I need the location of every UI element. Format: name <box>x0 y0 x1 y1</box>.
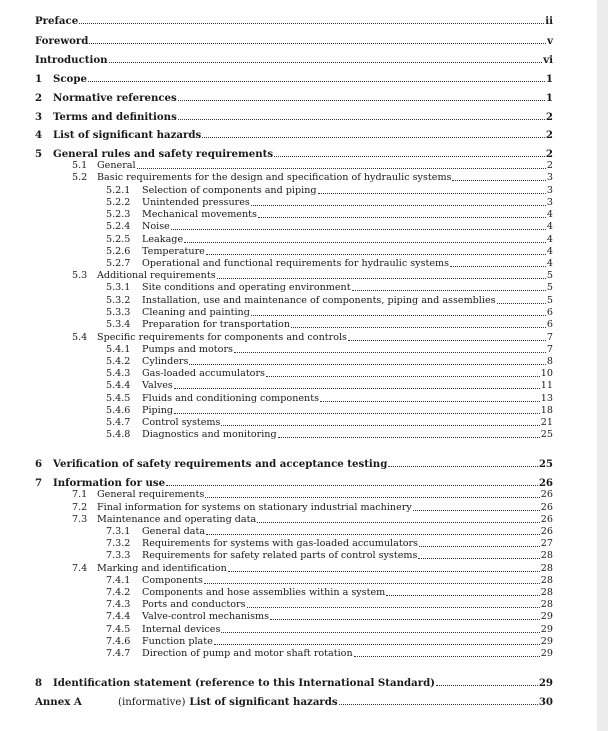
toc-entry[interactable] <box>35 129 553 141</box>
toc-leader-dots <box>386 594 540 596</box>
toc-entry-number: 5.4.7 <box>106 417 131 428</box>
toc-entry-page-number: 6 <box>546 319 553 330</box>
toc-entry-page-number: 29 <box>540 624 553 635</box>
toc-leader-dots <box>418 557 539 559</box>
toc-entry[interactable] <box>106 380 553 392</box>
toc-entry-title: Information for use <box>53 477 166 489</box>
toc-entry-page-number: 4 <box>546 209 553 220</box>
toc-entry-page-number: 21 <box>540 417 553 428</box>
toc-entry-number: 6 <box>35 458 43 470</box>
toc-entry-title: Cylinders <box>142 356 189 367</box>
toc-entry-page-number: 2 <box>546 160 553 171</box>
toc-entry[interactable] <box>106 258 553 270</box>
toc-leader-dots <box>419 545 540 547</box>
toc-entry-title: Cleaning and painting <box>142 307 250 318</box>
toc-entry-page-number: 26 <box>540 489 553 500</box>
toc-leader-dots <box>257 521 540 523</box>
toc-entry-title: List of significant hazards <box>189 696 338 708</box>
toc-leader-dots <box>339 703 538 705</box>
toc-entry[interactable] <box>106 648 553 660</box>
toc-entry-page-number: 4 <box>546 234 553 245</box>
toc-entry-page-number: 3 <box>546 172 553 183</box>
toc-entry-number: 5.3.4 <box>106 319 131 330</box>
toc-leader-dots <box>217 277 546 279</box>
toc-entry-title: Gas-loaded accumulators <box>142 368 265 379</box>
toc-entry-page-number: 3 <box>546 197 553 208</box>
toc-entry[interactable] <box>72 502 553 514</box>
toc-leader-dots <box>291 326 546 328</box>
toc-entry-number: 5.2.5 <box>106 234 131 245</box>
toc-entry-page-number: 29 <box>540 648 553 659</box>
toc-entry-title: Unintended pressures <box>142 197 250 208</box>
toc-entry-title: Noise <box>142 221 170 232</box>
toc-entry-title: Function plate <box>142 636 213 647</box>
toc-entry-page-number: 28 <box>540 550 553 561</box>
toc-entry-page-number: 5 <box>546 282 553 293</box>
toc-entry-page-number: 5 <box>546 270 553 281</box>
toc-leader-dots <box>258 216 546 218</box>
toc-leader-dots <box>413 509 540 511</box>
toc-leader-dots <box>436 684 538 686</box>
toc-entry-title: General <box>97 160 136 171</box>
toc-entry[interactable] <box>106 526 553 538</box>
toc-leader-dots <box>318 192 546 194</box>
toc-entry[interactable] <box>72 563 553 575</box>
toc-entry-page-number: 5 <box>546 295 553 306</box>
toc-entry-page-number: 29 <box>538 677 553 689</box>
toc-entry-number: 5.2.3 <box>106 209 131 220</box>
toc-entry[interactable] <box>35 111 553 123</box>
toc-entry-title: Maintenance and operating data <box>97 514 257 525</box>
toc-leader-dots <box>178 118 545 120</box>
toc-leader-dots <box>88 80 545 82</box>
toc-entry-page-number: 18 <box>540 405 553 416</box>
toc-entry-page-number: 26 <box>538 477 553 489</box>
toc-entry[interactable] <box>72 270 553 282</box>
toc-entry-number: 5.2.4 <box>106 221 131 232</box>
toc-entry-title: General data <box>142 526 206 537</box>
toc-entry-page-number: 1 <box>545 73 553 85</box>
toc-entry-number: 7.1 <box>72 489 88 500</box>
toc-entry-title: Final information for systems on stationary industrial machinery <box>97 502 412 513</box>
toc-entry[interactable] <box>72 332 553 344</box>
toc-leader-dots <box>274 155 545 157</box>
toc-entry-annex-note: (informative) <box>118 697 186 708</box>
toc-entry[interactable] <box>72 160 553 172</box>
toc-entry-page-number: 4 <box>546 258 553 269</box>
toc-entry-title: Requirements for safety related parts of control systems <box>142 550 418 561</box>
toc-entry-number: 5.4.2 <box>106 356 131 367</box>
toc-entry-number: 4 <box>35 129 43 141</box>
toc-entry-title: Site conditions and operating environment <box>142 282 351 293</box>
toc-entry-title: Valve-control mechanisms <box>142 611 270 622</box>
viewer-side-strip <box>597 0 608 731</box>
toc-entry-number: 7.4.7 <box>106 648 131 659</box>
toc-leader-dots <box>270 618 540 620</box>
toc-entry-page-number: 28 <box>540 587 553 598</box>
toc-entry[interactable] <box>106 429 553 441</box>
toc-entry-number: 5.3 <box>72 270 88 281</box>
toc-entry-page-number: 25 <box>540 429 553 440</box>
toc-entry[interactable] <box>106 599 553 611</box>
toc-entry[interactable] <box>35 92 553 104</box>
toc-entry-number: 7.4.3 <box>106 599 131 610</box>
toc-leader-dots <box>89 42 546 44</box>
toc-entry-number: 7.3.1 <box>106 526 131 537</box>
toc-entry[interactable] <box>106 575 553 587</box>
toc-leader-dots <box>137 167 546 169</box>
toc-entry-number: Annex A <box>35 696 82 708</box>
toc-entry-page-number: 8 <box>546 356 553 367</box>
toc-leader-dots <box>234 351 546 353</box>
toc-entry-page-number: 11 <box>540 380 553 391</box>
toc-entry-number: 5.4.6 <box>106 405 131 416</box>
toc-entry-title: Basic requirements for the design and specification of hydraulic systems <box>97 172 452 183</box>
toc-entry-number: 8 <box>35 677 43 689</box>
toc-leader-dots <box>388 465 537 467</box>
toc-entry-title: Marking and identification <box>97 563 227 574</box>
toc-leader-dots <box>348 339 546 341</box>
toc-entry-title: Ports and conductors <box>142 599 246 610</box>
toc-entry-title: Components and hose assemblies within a system <box>142 587 386 598</box>
toc-entry[interactable] <box>106 234 553 246</box>
toc-entry[interactable] <box>106 611 553 623</box>
toc-entry[interactable] <box>106 319 553 331</box>
toc-leader-dots <box>214 643 540 645</box>
toc-entry-number: 5.4.5 <box>106 393 131 404</box>
toc-entry-title: Foreword <box>35 35 89 47</box>
toc-entry-title: Preface <box>35 15 79 27</box>
toc-entry[interactable] <box>106 209 553 221</box>
toc-entry[interactable] <box>106 246 553 258</box>
toc-entry-page-number: 28 <box>540 575 553 586</box>
toc-entry-page-number: ii <box>545 15 553 27</box>
toc-entry[interactable] <box>35 54 553 66</box>
toc-entry[interactable] <box>106 344 553 356</box>
toc-entry-title: Specific requirements for components and controls <box>97 332 347 343</box>
toc-leader-dots <box>174 387 540 389</box>
toc-entry-title: Additional requirements <box>97 270 216 281</box>
toc-entry-title: Identification statement (reference to this International Standard) <box>53 677 436 689</box>
toc-entry-page-number: 6 <box>546 307 553 318</box>
toc-entry-number: 5.4.4 <box>106 380 131 391</box>
toc-entry-title: Piping <box>142 405 174 416</box>
toc-entry-page-number: 13 <box>540 393 553 404</box>
toc-entry-title: Scope <box>53 73 87 85</box>
toc-entry-page-number: 29 <box>540 636 553 647</box>
toc-entry-number: 7.3.2 <box>106 538 131 549</box>
toc-entry-number: 7.3 <box>72 514 88 525</box>
toc-leader-dots <box>174 412 540 414</box>
toc-entry-page-number: 28 <box>540 599 553 610</box>
toc-entry[interactable] <box>35 477 553 489</box>
toc-entry-page-number: 2 <box>545 129 553 141</box>
toc-entry-number: 7.4.5 <box>106 624 131 635</box>
toc-entry-number: 5.2 <box>72 172 88 183</box>
toc-leader-dots <box>109 61 543 63</box>
toc-leader-dots <box>206 533 540 535</box>
toc-entry[interactable] <box>35 148 553 160</box>
toc-entry-page-number: 29 <box>540 611 553 622</box>
toc-leader-dots <box>206 253 546 255</box>
toc-leader-dots <box>251 204 546 206</box>
toc-leader-dots <box>202 136 545 138</box>
toc-entry-title: Selection of components and piping <box>142 185 317 196</box>
toc-entry-number: 7.4.2 <box>106 587 131 598</box>
toc-entry-title: General requirements <box>97 489 205 500</box>
toc-entry[interactable] <box>106 636 553 648</box>
toc-entry[interactable] <box>35 677 553 689</box>
toc-entry-title: Pumps and motors <box>142 344 233 355</box>
toc-entry-title: Temperature <box>142 246 205 257</box>
toc-entry-page-number: 7 <box>546 332 553 343</box>
toc-entry-number: 5.2.6 <box>106 246 131 257</box>
toc-leader-dots <box>450 265 546 267</box>
toc-entry-number: 7 <box>35 477 43 489</box>
toc-leader-dots <box>166 484 538 486</box>
toc-entry-page-number: 30 <box>538 696 553 708</box>
toc-entry-page-number: 27 <box>540 538 553 549</box>
toc-entry-title: Control systems <box>142 417 221 428</box>
toc-entry-number: 1 <box>35 73 43 85</box>
toc-entry-title: Leakage <box>142 234 184 245</box>
toc-entry-number: 5.4.3 <box>106 368 131 379</box>
toc-entry[interactable] <box>35 458 553 470</box>
toc-entry-title: Introduction <box>35 54 108 66</box>
toc-entry-number: 5.3.1 <box>106 282 131 293</box>
toc-leader-dots <box>247 606 540 608</box>
toc-entry-page-number: 2 <box>545 148 553 160</box>
toc-leader-dots <box>221 631 539 633</box>
toc-entry[interactable] <box>106 282 553 294</box>
toc-entry-page-number: 7 <box>546 344 553 355</box>
toc-entry[interactable] <box>106 417 553 429</box>
toc-entry-title: Internal devices <box>142 624 221 635</box>
toc-entry[interactable] <box>106 550 553 562</box>
toc-entry-number: 5 <box>35 148 43 160</box>
toc-entry-number: 5.2.1 <box>106 185 131 196</box>
toc-entry[interactable] <box>106 587 553 599</box>
toc-entry-title: Mechanical movements <box>142 209 257 220</box>
toc-entry-number: 3 <box>35 111 43 123</box>
toc-entry[interactable] <box>72 172 553 184</box>
toc-entry-page-number: 26 <box>540 514 553 525</box>
toc-entry-page-number: 25 <box>538 458 553 470</box>
toc-entry[interactable] <box>35 696 553 708</box>
toc-entry[interactable] <box>35 15 553 27</box>
toc-entry-title: Installation, use and maintenance of components, piping and assemblies <box>142 295 496 306</box>
toc-leader-dots <box>204 582 540 584</box>
toc-entry[interactable] <box>106 197 553 209</box>
toc-entry-title: Diagnostics and monitoring <box>142 429 277 440</box>
toc-leader-dots <box>251 314 546 316</box>
toc-entry-number: 5.4.8 <box>106 429 131 440</box>
toc-entry-title: General rules and safety requirements <box>53 148 274 160</box>
toc-entry-number: 5.4 <box>72 332 88 343</box>
toc-leader-dots <box>79 22 544 24</box>
toc-entry-page-number: 1 <box>545 92 553 104</box>
toc-entry-page-number: 4 <box>546 246 553 257</box>
toc-entry-page-number: 2 <box>545 111 553 123</box>
toc-entry-title: Fluids and conditioning components <box>142 393 320 404</box>
toc-leader-dots <box>189 363 545 365</box>
toc-entry-page-number: vi <box>543 54 553 66</box>
toc-leader-dots <box>497 302 546 304</box>
toc-entry-number: 7.3.3 <box>106 550 131 561</box>
toc-entry-number: 5.2.7 <box>106 258 131 269</box>
toc-entry-number: 7.2 <box>72 502 88 513</box>
toc-entry[interactable] <box>106 221 553 233</box>
toc-entry-page-number: 3 <box>546 185 553 196</box>
toc-leader-dots <box>184 241 546 243</box>
toc-leader-dots <box>178 99 545 101</box>
toc-entry-title: Preparation for transportation <box>142 319 290 330</box>
toc-entry-title: Normative references <box>53 92 177 104</box>
toc-leader-dots <box>352 289 546 291</box>
toc-entry-title: Valves <box>142 380 173 391</box>
toc-entry[interactable] <box>106 538 553 550</box>
toc-entry-number: 2 <box>35 92 43 104</box>
toc-leader-dots <box>228 570 540 572</box>
toc-entry[interactable] <box>106 356 553 368</box>
toc-entry[interactable] <box>72 514 553 526</box>
toc-entry-title: Requirements for systems with gas-loaded accumulators <box>142 538 418 549</box>
toc-entry-title: List of significant hazards <box>53 129 202 141</box>
toc-entry-title: Direction of pump and motor shaft rotation <box>142 648 353 659</box>
toc-leader-dots <box>171 228 546 230</box>
toc-entry-number: 5.3.3 <box>106 307 131 318</box>
toc-entry-title: Terms and definitions <box>53 111 177 123</box>
toc-entry[interactable] <box>106 295 553 307</box>
toc-leader-dots <box>354 655 540 657</box>
toc-entry-page-number: 26 <box>540 502 553 513</box>
toc-entry-page-number: 4 <box>546 221 553 232</box>
toc-entry-page-number: 10 <box>540 368 553 379</box>
toc-entry-number: 5.3.2 <box>106 295 131 306</box>
toc-leader-dots <box>452 179 545 181</box>
toc-entry[interactable] <box>106 307 553 319</box>
toc-entry-page-number: v <box>547 35 553 47</box>
toc-entry-number: 7.4 <box>72 563 88 574</box>
toc-leader-dots <box>278 436 540 438</box>
toc-entry[interactable] <box>35 73 553 85</box>
toc-entry[interactable] <box>106 405 553 417</box>
toc-leader-dots <box>320 400 540 402</box>
toc-entry-title: Verification of safety requirements and acceptance testing <box>53 458 388 470</box>
toc-entry[interactable] <box>35 35 553 47</box>
toc-entry-title: Operational and functional requirements for hydraulic systems <box>142 258 450 269</box>
toc-leader-dots <box>266 375 540 377</box>
toc-entry[interactable] <box>106 393 553 405</box>
toc-entry-number: 7.4.4 <box>106 611 131 622</box>
toc-entry[interactable] <box>72 489 553 501</box>
toc-entry[interactable] <box>106 368 553 380</box>
toc-entry-page-number: 26 <box>540 526 553 537</box>
toc-entry-page-number: 28 <box>540 563 553 574</box>
toc-entry-number: 5.4.1 <box>106 344 131 355</box>
toc-leader-dots <box>205 496 540 498</box>
toc-entry[interactable] <box>106 185 553 197</box>
toc-entry-number: 7.4.6 <box>106 636 131 647</box>
toc-entry-number: 7.4.1 <box>106 575 131 586</box>
toc-entry-number: 5.1 <box>72 160 88 171</box>
toc-entry-number: 5.2.2 <box>106 197 131 208</box>
toc-leader-dots <box>221 424 539 426</box>
toc-entry-title: Components <box>142 575 203 586</box>
toc-entry[interactable] <box>106 624 553 636</box>
